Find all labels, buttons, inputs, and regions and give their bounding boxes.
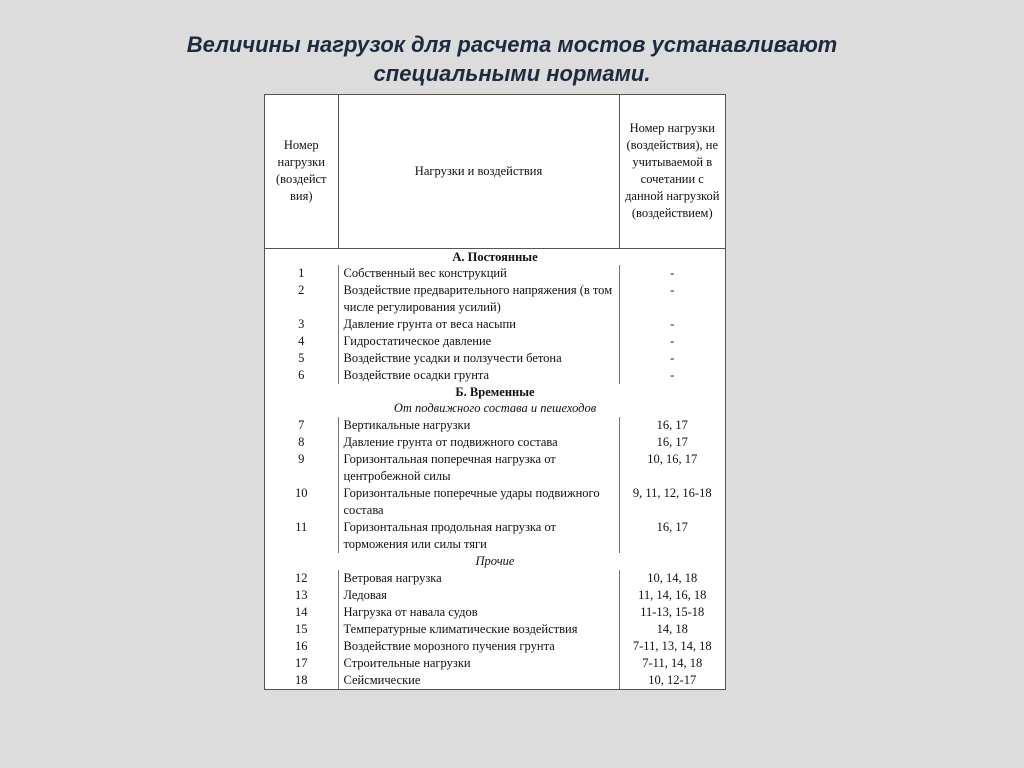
load-name: Ветровая нагрузка (338, 570, 619, 587)
load-name: Гидростатическое давление (338, 333, 619, 350)
excluded-loads: 11, 14, 16, 18 (638, 587, 707, 602)
header-number: Номер нагрузки (воздейст вия) (265, 95, 338, 248)
load-number: 7 (265, 417, 338, 434)
load-number: 6 (265, 367, 338, 384)
load-number: 17 (265, 655, 338, 672)
load-number: 3 (265, 316, 338, 333)
load-name: Воздействие усадки и ползучести бетона (338, 350, 619, 367)
load-number: 8 (265, 434, 338, 451)
load-name: Воздействие осадки грунта (338, 367, 619, 384)
load-name: Строительные нагрузки (338, 655, 619, 672)
load-name: Сейсмические (338, 672, 619, 689)
load-name: Давление грунта от веса насыпи (338, 316, 619, 333)
load-name: Горизонтальные поперечные удары подвижного состава (338, 485, 619, 519)
table-row (265, 333, 725, 350)
excluded-loads: 10, 12-17 (648, 672, 697, 687)
excluded-loads: - (670, 333, 675, 348)
subsection-other-label: Прочие (475, 553, 515, 568)
load-number: 14 (265, 604, 338, 621)
slide-title-line-1: Величины нагрузок для расчета мостов устанавливают (186, 32, 838, 57)
excluded-loads: - (670, 316, 675, 331)
subsection-other (265, 553, 725, 570)
load-number: 2 (265, 282, 338, 316)
table-row (265, 485, 725, 519)
load-name: Нагрузка от навала судов (338, 604, 619, 621)
section-temporary-label: Б. Временные (455, 384, 535, 399)
excluded-loads: 16, 17 (656, 519, 688, 534)
table-row (265, 519, 725, 553)
load-number: 4 (265, 333, 338, 350)
excluded-loads: 7-11, 14, 18 (642, 655, 703, 670)
header-excluded: Номер нагрузки (воздействия), не учитываемой в сочетании с данной нагрузкой (воздействием) (619, 95, 725, 248)
table-row (265, 367, 725, 384)
excluded-loads: 14, 18 (656, 621, 688, 636)
load-number: 5 (265, 350, 338, 367)
slide-title-line-2: специальными нормами. (373, 61, 651, 86)
header-loads: Нагрузки и воздействия (338, 95, 619, 248)
load-name: Ледовая (338, 587, 619, 604)
table-row (265, 316, 725, 333)
load-number: 9 (265, 451, 338, 485)
load-number: 12 (265, 570, 338, 587)
excluded-loads: 11-13, 15-18 (640, 604, 705, 619)
load-name: Вертикальные нагрузки (338, 417, 619, 434)
table-row (265, 672, 725, 689)
table-row (265, 417, 725, 434)
load-name: Собственный вес конструкций (338, 265, 619, 282)
excluded-loads: - (670, 367, 675, 382)
table-row (265, 604, 725, 621)
subsection-rolling-stock (265, 400, 725, 417)
table-body (265, 248, 725, 689)
table-row (265, 621, 725, 638)
table-row (265, 451, 725, 485)
load-number: 16 (265, 638, 338, 655)
load-name: Воздействие предварительного напряжения (в том числе регулирования усилий) (338, 282, 619, 316)
load-name: Давление грунта от подвижного состава (338, 434, 619, 451)
table-row (265, 655, 725, 672)
load-number: 10 (265, 485, 338, 519)
section-temporary (265, 384, 725, 400)
excluded-loads: 16, 17 (656, 417, 688, 432)
excluded-loads: - (670, 265, 675, 280)
load-number: 18 (265, 672, 338, 689)
table-row (265, 265, 725, 282)
table-row (265, 350, 725, 367)
table-row (265, 282, 725, 316)
slide-title (0, 30, 1024, 88)
excluded-loads: - (670, 350, 675, 365)
load-name: Горизонтальная поперечная нагрузка от центробежной силы (338, 451, 619, 485)
section-permanent (265, 248, 725, 265)
table-row (265, 587, 725, 604)
load-name: Горизонтальная продольная нагрузка от торможения или силы тяги (338, 519, 619, 553)
subsection-rolling-stock-label: От подвижного состава и пешеходов (393, 400, 597, 415)
table-header-row (265, 95, 725, 248)
loads-table-container (264, 94, 726, 690)
table-row (265, 638, 725, 655)
table-row (265, 570, 725, 587)
load-number: 13 (265, 587, 338, 604)
section-permanent-label: А. Постоянные (452, 249, 538, 264)
excluded-loads: 9, 11, 12, 16-18 (632, 485, 712, 500)
excluded-loads: 10, 16, 17 (647, 451, 698, 466)
loads-table (265, 95, 725, 689)
load-name: Воздействие морозного пучения грунта (338, 638, 619, 655)
load-number: 1 (265, 265, 338, 282)
load-number: 15 (265, 621, 338, 638)
excluded-loads: 16, 17 (656, 434, 688, 449)
load-name: Температурные климатические воздействия (338, 621, 619, 638)
excluded-loads: - (670, 282, 675, 297)
load-number: 11 (265, 519, 338, 553)
excluded-loads: 10, 14, 18 (647, 570, 698, 585)
table-row (265, 434, 725, 451)
excluded-loads: 7-11, 13, 14, 18 (632, 638, 712, 653)
